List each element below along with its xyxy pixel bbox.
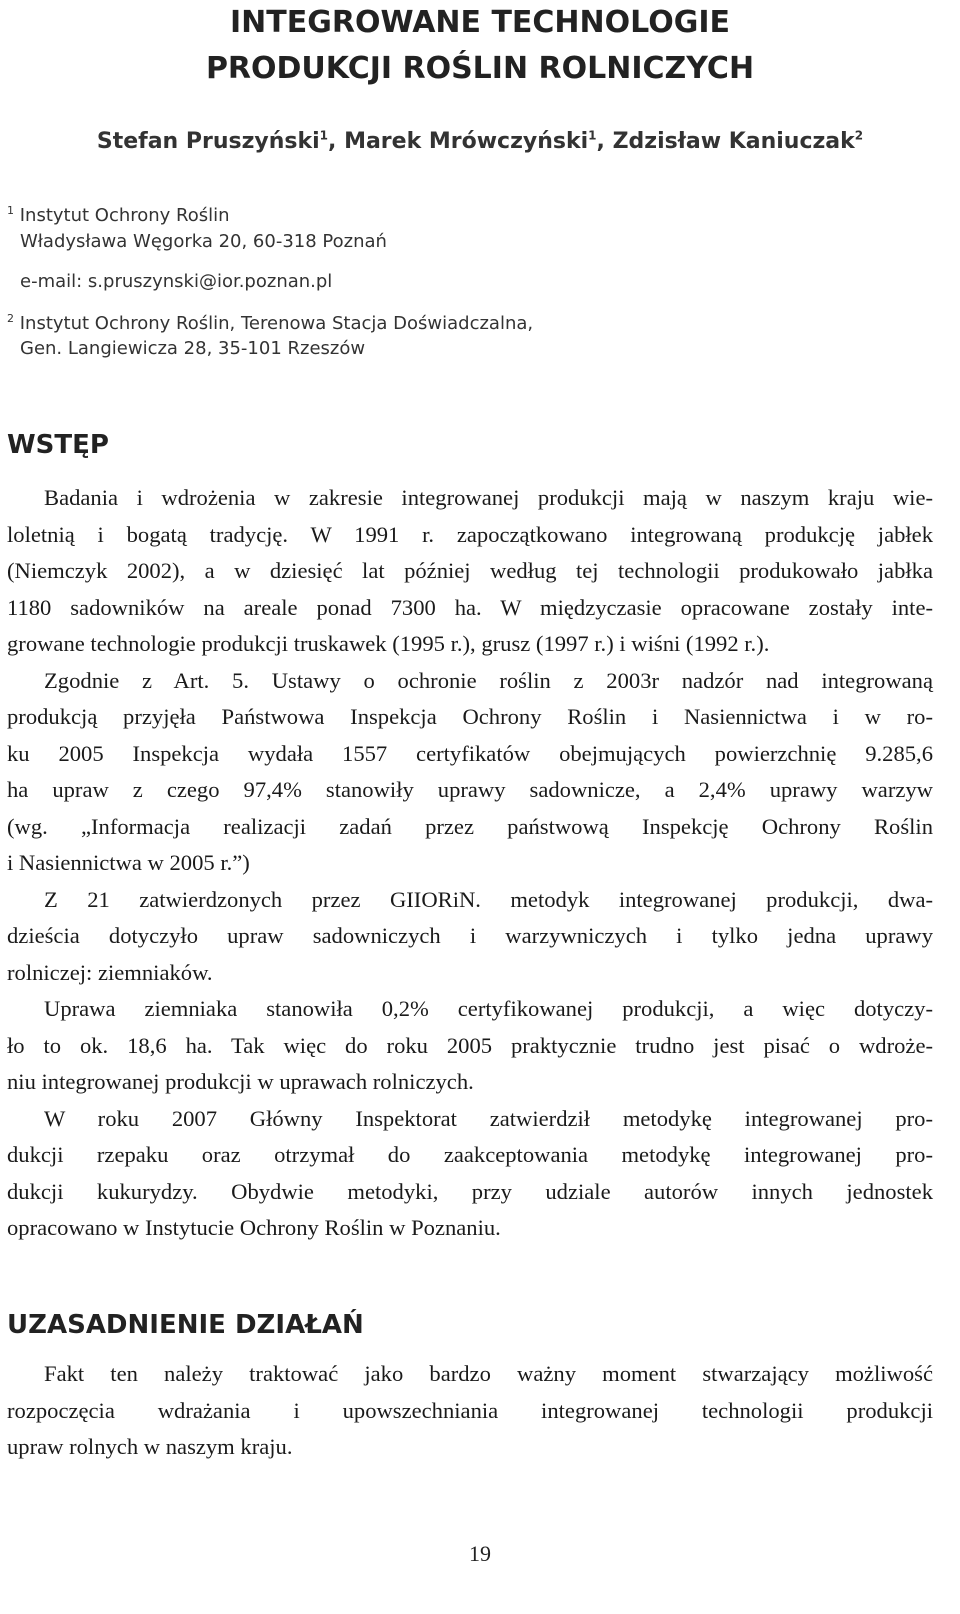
paragraph-line: rolniczej: ziemniaków. (7, 959, 213, 985)
affiliation-2-address: Gen. Langiewicza 28, 35-101 Rzeszów (20, 338, 366, 359)
paragraph-line: dzieścia dotyczyło upraw sadowniczych i warzywniczych i tylko jedna uprawy (7, 923, 933, 948)
author-name: Stefan Pruszyński (96, 129, 320, 154)
affiliation-text: Instytut Ochrony Roślin, Terenowa Stacja Doświadczalna, (14, 313, 534, 334)
paragraph-line: i Nasiennictwa w 2005 r.”) (7, 850, 250, 875)
paragraph-line: loletnią i bogatą tradycję. W 1991 r. zapoczątkowano integrowaną produkcję jabłek (7, 521, 933, 547)
page-number: 19 (469, 1541, 491, 1566)
paragraph-line: growane technologie produkcji truskawek (1995 r.), grusz (1997 r.) i wiśni (1992 r.). (7, 631, 770, 656)
author-name: Marek Mrówczyński (344, 129, 589, 154)
paragraph-line: Badania i wdrożenia w zakresie integrowanej produkcji mają w naszym kraju wie- (44, 485, 933, 510)
paragraph-line: opracowano w Instytucie Ochrony Roślin w Poznaniu. (7, 1215, 501, 1240)
affiliation-email: e-mail: s.pruszynski@ior.poznan.pl (20, 271, 333, 292)
affiliation-mark: 1 (7, 204, 14, 217)
affiliation-1-name (7, 204, 230, 228)
paper-title (0, 0, 960, 92)
paragraph-line: (wg. „Informacja realizacji zadań przez państwową Inspekcję Ochrony Roślin (7, 813, 933, 839)
title-line-1: INTEGROWANE TECHNOLOGIE (230, 5, 730, 40)
author-affiliation-mark: 1 (588, 128, 597, 143)
paragraph-line: ku 2005 Inspekcja wydała 1557 certyfikatów obejmujących powierzchnię 9.285,6 (7, 740, 933, 766)
rationale-text (7, 1356, 933, 1466)
affiliation-text: Instytut Ochrony Roślin (14, 205, 230, 226)
affiliation-2-name (7, 312, 533, 336)
paragraph-line: (Niemczyk 2002), a w dziesięć lat później według tej technologii produkowało jabłka (7, 558, 933, 583)
paragraph-line: W roku 2007 Główny Inspektorat zatwierdził metodykę integrowanej pro- (44, 1105, 933, 1131)
author-separator: , (596, 129, 613, 154)
paragraph-line: dukcji rzepaku oraz otrzymał do zaakceptowania metodykę integrowanej pro- (7, 1142, 933, 1167)
paragraph-line: ha upraw z czego 97,4% stanowiły uprawy sadownicze, a 2,4% uprawy warzyw (7, 777, 933, 802)
paragraph-line: 1180 sadowników na areale ponad 7300 ha. W międzyczasie opracowane zostały inte- (7, 594, 933, 620)
paragraph-line: Zgodnie z Art. 5. Ustawy o ochronie roślin z 2003r nadzór nad integrowaną (44, 667, 933, 693)
author-affiliation-mark: 1 (319, 128, 329, 143)
title-line-2: PRODUKCJI ROŚLIN ROLNICZYCH (205, 51, 755, 86)
affiliation-1-address: Władysława Węgorka 20, 60-318 Poznań (20, 231, 387, 252)
paragraph-line: ło to ok. 18,6 ha. Tak więc do roku 2005 praktycznie trudno jest pisać o wdroże- (7, 1032, 933, 1058)
paragraph-line: upraw rolnych w naszym kraju. (7, 1434, 293, 1459)
paragraph-line: produkcją przyjęła Państwowa Inspekcja Ochrony Roślin i Nasiennictwa i w ro- (7, 704, 933, 729)
author-name: Zdzisław Kaniuczak (612, 129, 855, 154)
author-list (0, 126, 960, 158)
paragraph-line: niu integrowanej produkcji w uprawach rolniczych. (7, 1069, 474, 1094)
paragraph-line: Fakt ten należy traktować jako bardzo ważny moment stwarzający możliwość (44, 1361, 933, 1386)
introduction-text (7, 480, 933, 1247)
section-heading-rationale: UZASADNIENIE DZIAŁAŃ (7, 1310, 364, 1340)
paragraph-line: rozpoczęcia wdrażania i upowszechniania integrowanej technologii produkcji (7, 1397, 933, 1423)
author-affiliation-mark: 2 (854, 128, 864, 143)
affiliation-mark: 2 (7, 312, 14, 325)
section-heading-introduction: WSTĘP (7, 430, 109, 460)
paragraph-line: dukcji kukurydzy. Obydwie metodyki, przy udziale autorów innych jednostek (7, 1178, 933, 1204)
paragraph-line: Z 21 zatwierdzonych przez GIIORiN. metodyk integrowanej produkcji, dwa- (44, 886, 933, 912)
author-separator: , (328, 129, 345, 154)
paragraph-line: Uprawa ziemniaka stanowiła 0,2% certyfikowanej produkcji, a więc dotyczy- (44, 996, 933, 1021)
